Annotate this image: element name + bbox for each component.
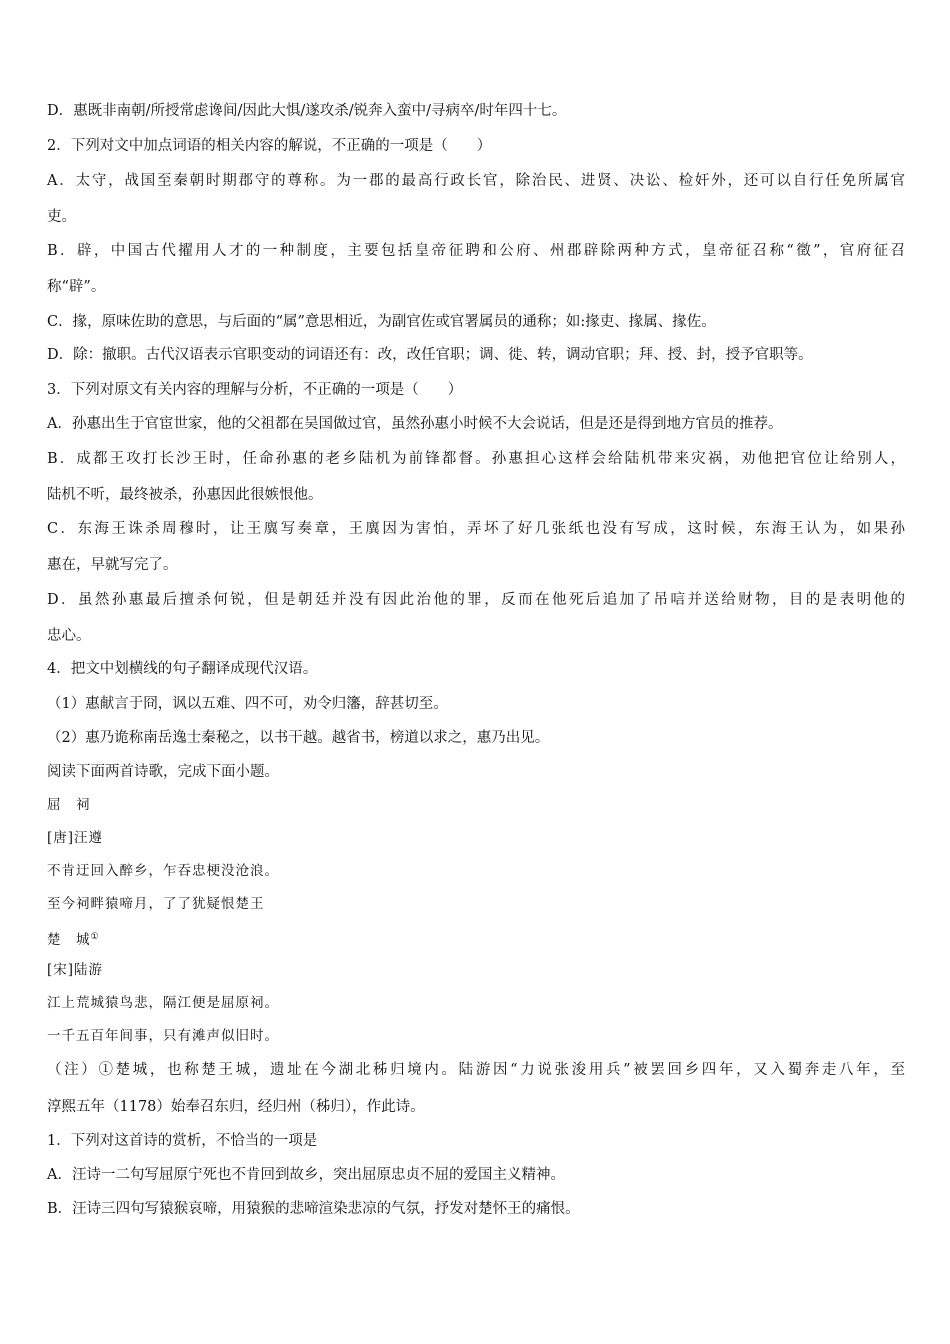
q3-option-b-line2: 陆机不听，最终被杀，孙惠因此很嫉恨他。 <box>47 487 323 503</box>
note-line1: （注）①楚城，也称楚王城，遗址在今湖北秭归境内。陆游因“力说张浚用兵”被罢回乡四年，又入蜀奔走八年，至 <box>47 1062 905 1078</box>
q2-option-b-line2: 称“辟”。 <box>47 279 106 295</box>
poem2-title: 楚 城 <box>47 932 91 948</box>
poem1-author: [唐]汪遵 <box>47 830 104 846</box>
poem2-author: [宋]陆游 <box>47 962 104 978</box>
poetry-q1-stem: 1．下列对这首诗的赏析，不恰当的一项是 <box>47 1133 318 1149</box>
q3-option-d-line2: 忠心。 <box>47 628 91 644</box>
q3-option-c-line2: 惠在，早就写完了。 <box>47 557 178 573</box>
poem1-title: 屈 祠 <box>47 797 91 813</box>
q1-option-d: D．惠既非南朝/所授常虑谗间/因此大惧/遂攻杀/锐奔入蛮中/寻病卒/时年四十七。 <box>47 103 567 119</box>
q2-option-a-line1: A．太守，战国至秦朝时期郡守的尊称。为一郡的最高行政长官，除治民、进贤、决讼、检奸外，还可以自行任免所属官 <box>47 173 905 189</box>
q2-option-d: D．除：撤职。古代汉语表示官职变动的词语还有：改，改任官职；调、徙、转，调动官职；拜、授、封，授予官职等。 <box>47 347 813 363</box>
q2-option-c: C．掾，原味佐助的意思，与后面的“属”意思相近，为副官佐或官署属员的通称；如:掾吏、掾属、掾佐。 <box>47 314 716 330</box>
poem2-title-row <box>47 927 905 950</box>
poem2-line1: 江上荒城猿鸟悲，隔江便是屈原祠。 <box>47 995 279 1011</box>
q2-option-b-line1: B．辟，中国古代擢用人才的一种制度，主要包括皇帝征聘和公府、州郡辟除两种方式，皇帝征召称“徵”，官府征召 <box>47 243 905 259</box>
poem2-line2: 一千五百年间事，只有滩声似旧时。 <box>47 1028 279 1044</box>
poem1-line1: 不肯迂回入醉乡，乍吞忠梗没沧浪。 <box>47 863 279 879</box>
q4-stem: 4．把文中划横线的句子翻译成现代汉语。 <box>47 661 318 677</box>
q3-option-b-line1: B．成都王攻打长沙王时，任命孙惠的老乡陆机为前锋都督。孙惠担心这样会给陆机带来灾祸，劝他把官位让给别人， <box>47 451 905 467</box>
q3-option-c-line1: C．东海王诛杀周穆时，让王廙写奏章，王廙因为害怕，弄坏了好几张纸也没有写成，这时候，东海王认为，如果孙 <box>47 521 905 537</box>
note-line2: 淳熙五年（1178）始奉召东归，经归州（秭归），作此诗。 <box>47 1099 425 1115</box>
q3-option-a: A．孙惠出生于官宦世家，他的父祖都在吴国做过官，虽然孙惠小时候不大会说话，但是还是得到地方官员的推荐。 <box>47 416 783 432</box>
poem1-line2: 至今祠畔猿啼月，了了犹疑恨楚王 <box>47 896 265 912</box>
q2-stem: 2．下列对文中加点词语的相关内容的解说，不正确的一项是（ ） <box>47 138 492 154</box>
q4-sentence-2: （2）惠乃诡称南岳逸士秦秘之，以书干越。越省书，榜道以求之，惠乃出见。 <box>47 730 550 746</box>
poetry-q1-option-a: A．汪诗一二句写屈原宁死也不肯回到故乡，突出屈原忠贞不屈的爱国主义精神。 <box>47 1167 565 1183</box>
q3-option-d-line1: D．虽然孙惠最后擅杀何锐，但是朝廷并没有因此治他的罪，反而在他死后追加了吊唁并送给财物，目的是表明他的 <box>47 592 905 608</box>
q3-stem: 3．下列对原文有关内容的理解与分析，不正确的一项是（ ） <box>47 382 463 398</box>
q4-sentence-1: （1）惠献言于冏，讽以五难、四不可，劝令归籓，辞甚切至。 <box>47 696 448 712</box>
poetry-q1-option-b: B．汪诗三四句写猿猴哀啼，用猿猴的悲啼渲染悲凉的气氛，抒发对楚怀王的痛恨。 <box>47 1201 580 1217</box>
poetry-intro: 阅读下面两首诗歌，完成下面小题。 <box>47 764 279 780</box>
q2-option-a-line2: 吏。 <box>47 209 76 225</box>
poem2-note-mark: ① <box>90 932 100 942</box>
